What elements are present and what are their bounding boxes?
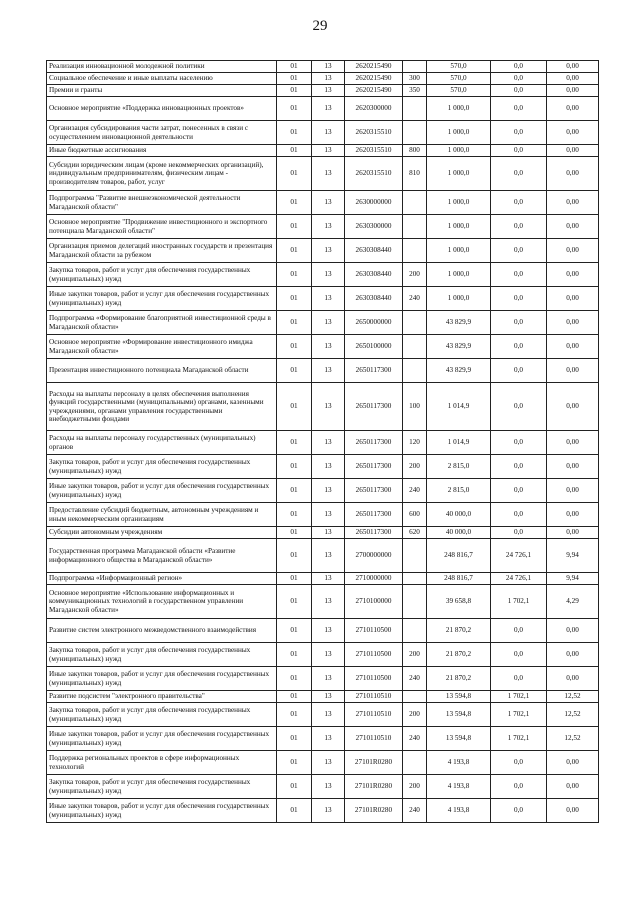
cell-s2: 0,0 xyxy=(491,239,547,263)
cell-s2: 0,0 xyxy=(491,121,547,145)
cell-s3: 9,94 xyxy=(547,539,599,573)
table-row xyxy=(47,527,599,539)
cell-pr: 13 xyxy=(312,311,345,335)
cell-name: Иные закупки товаров, работ и услуг для обеспечения государственных (муниципальных) нужд xyxy=(47,667,277,691)
table-row xyxy=(47,775,599,799)
cell-vr: 200 xyxy=(403,703,427,727)
cell-cs: 2650000000 xyxy=(345,311,403,335)
cell-s3: 0,00 xyxy=(547,61,599,73)
cell-name: Государственная программа Магаданской области «Развитие информационного общества в Магаданской области» xyxy=(47,539,277,573)
cell-vr xyxy=(403,619,427,643)
cell-cs: 2620215490 xyxy=(345,61,403,73)
cell-pr: 13 xyxy=(312,85,345,97)
cell-rz: 01 xyxy=(277,85,312,97)
cell-s3: 0,00 xyxy=(547,431,599,455)
table-row xyxy=(47,287,599,311)
table-row xyxy=(47,573,599,585)
cell-rz: 01 xyxy=(277,157,312,191)
cell-s2: 0,0 xyxy=(491,191,547,215)
cell-vr: 600 xyxy=(403,503,427,527)
cell-rz: 01 xyxy=(277,799,312,823)
table-row xyxy=(47,727,599,751)
table-row xyxy=(47,503,599,527)
cell-rz: 01 xyxy=(277,539,312,573)
cell-cs: 2650117300 xyxy=(345,455,403,479)
cell-s1: 13 594,8 xyxy=(427,727,491,751)
cell-s3: 12,52 xyxy=(547,727,599,751)
table-row xyxy=(47,691,599,703)
cell-vr xyxy=(403,215,427,239)
table-row xyxy=(47,703,599,727)
cell-cs: 2620300000 xyxy=(345,97,403,121)
cell-cs: 2630308440 xyxy=(345,263,403,287)
cell-pr: 13 xyxy=(312,503,345,527)
cell-rz: 01 xyxy=(277,61,312,73)
cell-name: Иные закупки товаров, работ и услуг для обеспечения государственных (муниципальных) нужд xyxy=(47,479,277,503)
cell-s3: 0,00 xyxy=(547,97,599,121)
cell-rz: 01 xyxy=(277,97,312,121)
cell-s3: 0,00 xyxy=(547,121,599,145)
table-row xyxy=(47,145,599,157)
cell-vr: 200 xyxy=(403,263,427,287)
cell-pr: 13 xyxy=(312,479,345,503)
cell-rz: 01 xyxy=(277,503,312,527)
cell-s1: 21 870,2 xyxy=(427,643,491,667)
table-row xyxy=(47,61,599,73)
cell-s3: 0,00 xyxy=(547,383,599,431)
cell-s2: 0,0 xyxy=(491,667,547,691)
cell-vr: 240 xyxy=(403,287,427,311)
cell-cs: 2630300000 xyxy=(345,215,403,239)
cell-pr: 13 xyxy=(312,667,345,691)
cell-pr: 13 xyxy=(312,191,345,215)
table-row xyxy=(47,643,599,667)
cell-s3: 9,94 xyxy=(547,573,599,585)
cell-rz: 01 xyxy=(277,751,312,775)
cell-s2: 0,0 xyxy=(491,311,547,335)
cell-s3: 0,00 xyxy=(547,775,599,799)
cell-s2: 0,0 xyxy=(491,359,547,383)
cell-s3: 0,00 xyxy=(547,479,599,503)
cell-s3: 0,00 xyxy=(547,157,599,191)
cell-s3: 0,00 xyxy=(547,527,599,539)
cell-cs: 2620215490 xyxy=(345,73,403,85)
cell-cs: 2630308440 xyxy=(345,287,403,311)
cell-name: Развитие систем электронного межведомственного взаимодействия xyxy=(47,619,277,643)
cell-name: Социальное обеспечение и иные выплаты населению xyxy=(47,73,277,85)
cell-name: Подпрограмма "Развитие внешнеэкономической деятельности Магаданской области" xyxy=(47,191,277,215)
cell-s3: 0,00 xyxy=(547,191,599,215)
cell-s2: 0,0 xyxy=(491,335,547,359)
cell-s3: 0,00 xyxy=(547,311,599,335)
cell-vr: 100 xyxy=(403,383,427,431)
cell-cs: 2700000000 xyxy=(345,539,403,573)
cell-s3: 0,00 xyxy=(547,335,599,359)
cell-name: Закупка товаров, работ и услуг для обеспечения государственных (муниципальных) нужд xyxy=(47,455,277,479)
cell-vr: 810 xyxy=(403,157,427,191)
cell-s1: 1 000,0 xyxy=(427,191,491,215)
cell-s3: 4,29 xyxy=(547,585,599,619)
cell-cs: 2620315510 xyxy=(345,121,403,145)
cell-cs: 2650117300 xyxy=(345,359,403,383)
cell-name: Премии и гранты xyxy=(47,85,277,97)
cell-s3: 0,00 xyxy=(547,751,599,775)
cell-pr: 13 xyxy=(312,727,345,751)
cell-cs: 2650100000 xyxy=(345,335,403,359)
cell-s3: 0,00 xyxy=(547,667,599,691)
cell-name: Иные закупки товаров, работ и услуг для обеспечения государственных (муниципальных) нужд xyxy=(47,287,277,311)
cell-cs: 2650117300 xyxy=(345,431,403,455)
cell-s2: 0,0 xyxy=(491,97,547,121)
cell-name: Субсидии юридическим лицам (кроме некоммерческих организаций), индивидуальным предпринимателям, физическим лицам - производителям товаров, работ, услуг xyxy=(47,157,277,191)
cell-s1: 1 000,0 xyxy=(427,145,491,157)
cell-s2: 0,0 xyxy=(491,61,547,73)
cell-rz: 01 xyxy=(277,775,312,799)
cell-s2: 0,0 xyxy=(491,479,547,503)
cell-pr: 13 xyxy=(312,215,345,239)
table-row xyxy=(47,215,599,239)
cell-s3: 0,00 xyxy=(547,619,599,643)
cell-rz: 01 xyxy=(277,121,312,145)
cell-rz: 01 xyxy=(277,585,312,619)
cell-s2: 24 726,1 xyxy=(491,573,547,585)
cell-s1: 1 000,0 xyxy=(427,287,491,311)
cell-pr: 13 xyxy=(312,61,345,73)
cell-s1: 13 594,8 xyxy=(427,703,491,727)
cell-s1: 570,0 xyxy=(427,61,491,73)
table-row xyxy=(47,359,599,383)
cell-s3: 0,00 xyxy=(547,263,599,287)
cell-pr: 13 xyxy=(312,287,345,311)
cell-s1: 21 870,2 xyxy=(427,619,491,643)
cell-pr: 13 xyxy=(312,121,345,145)
page-number: 29 xyxy=(312,18,328,34)
cell-name: Закупка товаров, работ и услуг для обеспечения государственных (муниципальных) нужд xyxy=(47,643,277,667)
cell-s2: 0,0 xyxy=(491,751,547,775)
cell-s1: 43 829,9 xyxy=(427,311,491,335)
cell-pr: 13 xyxy=(312,73,345,85)
cell-s1: 2 815,0 xyxy=(427,479,491,503)
cell-cs: 2650117300 xyxy=(345,479,403,503)
cell-s2: 0,0 xyxy=(491,383,547,431)
table-row xyxy=(47,335,599,359)
cell-pr: 13 xyxy=(312,157,345,191)
cell-s2: 0,0 xyxy=(491,503,547,527)
cell-s1: 4 193,8 xyxy=(427,751,491,775)
table-row xyxy=(47,383,599,431)
table-row xyxy=(47,667,599,691)
cell-s1: 1 000,0 xyxy=(427,263,491,287)
table-row xyxy=(47,97,599,121)
cell-s2: 0,0 xyxy=(491,775,547,799)
cell-pr: 13 xyxy=(312,799,345,823)
cell-vr: 200 xyxy=(403,455,427,479)
cell-cs: 2630308440 xyxy=(345,239,403,263)
cell-name: Расходы на выплаты персоналу государственных (муниципальных) органов xyxy=(47,431,277,455)
cell-name: Субсидии автономным учреждениям xyxy=(47,527,277,539)
cell-rz: 01 xyxy=(277,215,312,239)
cell-s1: 2 815,0 xyxy=(427,455,491,479)
cell-name: Иные бюджетные ассигнования xyxy=(47,145,277,157)
cell-s2: 0,0 xyxy=(491,215,547,239)
cell-name: Предоставление субсидий бюджетным, автономным учреждениям и иным некоммерческим организациям xyxy=(47,503,277,527)
cell-vr xyxy=(403,585,427,619)
cell-cs: 2620215490 xyxy=(345,85,403,97)
cell-pr: 13 xyxy=(312,691,345,703)
cell-rz: 01 xyxy=(277,335,312,359)
cell-vr xyxy=(403,335,427,359)
cell-s2: 0,0 xyxy=(491,145,547,157)
cell-vr: 240 xyxy=(403,479,427,503)
cell-rz: 01 xyxy=(277,479,312,503)
table-row xyxy=(47,263,599,287)
cell-s1: 1 014,9 xyxy=(427,383,491,431)
cell-vr: 620 xyxy=(403,527,427,539)
cell-pr: 13 xyxy=(312,335,345,359)
cell-vr: 240 xyxy=(403,727,427,751)
cell-s2: 0,0 xyxy=(491,73,547,85)
cell-rz: 01 xyxy=(277,691,312,703)
cell-vr xyxy=(403,191,427,215)
cell-cs: 2710110510 xyxy=(345,691,403,703)
table-row xyxy=(47,479,599,503)
cell-s3: 0,00 xyxy=(547,239,599,263)
cell-cs: 27101R0280 xyxy=(345,775,403,799)
cell-rz: 01 xyxy=(277,287,312,311)
cell-s3: 0,00 xyxy=(547,455,599,479)
cell-cs: 2620315510 xyxy=(345,145,403,157)
cell-s1: 1 000,0 xyxy=(427,121,491,145)
cell-name: Основное мероприятие «Поддержка инновационных проектов» xyxy=(47,97,277,121)
cell-s2: 1 702,1 xyxy=(491,691,547,703)
cell-rz: 01 xyxy=(277,73,312,85)
cell-s2: 0,0 xyxy=(491,619,547,643)
cell-s1: 4 193,8 xyxy=(427,775,491,799)
table-row xyxy=(47,431,599,455)
cell-name: Основное мероприятие «Использование информационных и коммуникационных технологий в государственном управлении Магаданской области» xyxy=(47,585,277,619)
table-row xyxy=(47,85,599,97)
cell-s1: 13 594,8 xyxy=(427,691,491,703)
cell-rz: 01 xyxy=(277,311,312,335)
cell-vr xyxy=(403,751,427,775)
cell-s1: 1 000,0 xyxy=(427,239,491,263)
cell-rz: 01 xyxy=(277,431,312,455)
table-row xyxy=(47,239,599,263)
cell-s2: 0,0 xyxy=(491,643,547,667)
cell-vr xyxy=(403,359,427,383)
cell-s3: 0,00 xyxy=(547,145,599,157)
cell-pr: 13 xyxy=(312,97,345,121)
cell-cs: 27101R0280 xyxy=(345,799,403,823)
cell-s2: 24 726,1 xyxy=(491,539,547,573)
table-row xyxy=(47,585,599,619)
cell-cs: 2710000000 xyxy=(345,573,403,585)
cell-vr xyxy=(403,121,427,145)
cell-vr xyxy=(403,311,427,335)
cell-s1: 43 829,9 xyxy=(427,359,491,383)
cell-s3: 0,00 xyxy=(547,359,599,383)
cell-pr: 13 xyxy=(312,643,345,667)
cell-s1: 43 829,9 xyxy=(427,335,491,359)
cell-vr: 300 xyxy=(403,73,427,85)
cell-rz: 01 xyxy=(277,455,312,479)
table-row xyxy=(47,799,599,823)
cell-s1: 21 870,2 xyxy=(427,667,491,691)
cell-name: Закупка товаров, работ и услуг для обеспечения государственных (муниципальных) нужд xyxy=(47,703,277,727)
cell-name: Закупка товаров, работ и услуг для обеспечения государственных (муниципальных) нужд xyxy=(47,263,277,287)
cell-s3: 12,52 xyxy=(547,703,599,727)
cell-cs: 2710110500 xyxy=(345,619,403,643)
cell-rz: 01 xyxy=(277,239,312,263)
cell-pr: 13 xyxy=(312,455,345,479)
cell-s2: 0,0 xyxy=(491,799,547,823)
cell-cs: 2710110510 xyxy=(345,727,403,751)
table-row xyxy=(47,157,599,191)
cell-vr: 240 xyxy=(403,799,427,823)
cell-vr xyxy=(403,97,427,121)
cell-name: Организация субсидирования части затрат, понесенных в связи с осуществлением инновационной деятельности xyxy=(47,121,277,145)
cell-rz: 01 xyxy=(277,727,312,751)
cell-vr: 120 xyxy=(403,431,427,455)
cell-pr: 13 xyxy=(312,263,345,287)
cell-s1: 40 000,0 xyxy=(427,503,491,527)
cell-vr: 240 xyxy=(403,667,427,691)
table-row xyxy=(47,619,599,643)
cell-s3: 0,00 xyxy=(547,643,599,667)
cell-pr: 13 xyxy=(312,539,345,573)
table-row xyxy=(47,73,599,85)
cell-rz: 01 xyxy=(277,573,312,585)
cell-cs: 2650117300 xyxy=(345,527,403,539)
cell-rz: 01 xyxy=(277,643,312,667)
cell-name: Иные закупки товаров, работ и услуг для обеспечения государственных (муниципальных) нужд xyxy=(47,727,277,751)
cell-cs: 27101R0280 xyxy=(345,751,403,775)
cell-name: Подпрограмма «Информационный регион» xyxy=(47,573,277,585)
cell-s2: 0,0 xyxy=(491,455,547,479)
table-row xyxy=(47,751,599,775)
cell-pr: 13 xyxy=(312,751,345,775)
cell-vr: 800 xyxy=(403,145,427,157)
cell-vr: 200 xyxy=(403,775,427,799)
table-row xyxy=(47,539,599,573)
cell-pr: 13 xyxy=(312,585,345,619)
cell-s1: 40 000,0 xyxy=(427,527,491,539)
cell-name: Закупка товаров, работ и услуг для обеспечения государственных (муниципальных) нужд xyxy=(47,775,277,799)
cell-s1: 248 816,7 xyxy=(427,539,491,573)
cell-s3: 0,00 xyxy=(547,73,599,85)
cell-name: Расходы на выплаты персоналу в целях обеспечения выполнения функций государственными (муниципальными) органами, казенными учреждениями, органами управления государственными внебюджетными фондами xyxy=(47,383,277,431)
cell-s2: 0,0 xyxy=(491,157,547,191)
cell-vr xyxy=(403,573,427,585)
cell-cs: 2650117300 xyxy=(345,503,403,527)
cell-pr: 13 xyxy=(312,359,345,383)
cell-s2: 0,0 xyxy=(491,85,547,97)
cell-rz: 01 xyxy=(277,145,312,157)
cell-vr xyxy=(403,691,427,703)
cell-pr: 13 xyxy=(312,703,345,727)
cell-s1: 39 658,8 xyxy=(427,585,491,619)
cell-cs: 2710110500 xyxy=(345,643,403,667)
cell-cs: 2620315510 xyxy=(345,157,403,191)
cell-rz: 01 xyxy=(277,527,312,539)
cell-pr: 13 xyxy=(312,527,345,539)
cell-name: Организация приемов делегаций иностранных государств и презентация Магаданской области за рубежом xyxy=(47,239,277,263)
cell-s3: 0,00 xyxy=(547,215,599,239)
cell-name: Основное мероприятие «Формирование инвестиционного имиджа Магаданской области» xyxy=(47,335,277,359)
table-row xyxy=(47,121,599,145)
cell-name: Подпрограмма «Формирование благоприятной инвестиционной среды в Магаданской области» xyxy=(47,311,277,335)
cell-cs: 2710100000 xyxy=(345,585,403,619)
cell-rz: 01 xyxy=(277,703,312,727)
cell-pr: 13 xyxy=(312,239,345,263)
cell-s2: 0,0 xyxy=(491,287,547,311)
cell-pr: 13 xyxy=(312,775,345,799)
cell-rz: 01 xyxy=(277,191,312,215)
cell-s2: 1 702,1 xyxy=(491,585,547,619)
cell-cs: 2710110500 xyxy=(345,667,403,691)
cell-s2: 0,0 xyxy=(491,263,547,287)
cell-s2: 1 702,1 xyxy=(491,703,547,727)
cell-pr: 13 xyxy=(312,145,345,157)
cell-cs: 2650117300 xyxy=(345,383,403,431)
cell-name: Развитие подсистем "электронного правительства" xyxy=(47,691,277,703)
cell-name: Иные закупки товаров, работ и услуг для обеспечения государственных (муниципальных) нужд xyxy=(47,799,277,823)
cell-s2: 1 702,1 xyxy=(491,727,547,751)
cell-s1: 570,0 xyxy=(427,85,491,97)
cell-s3: 12,52 xyxy=(547,691,599,703)
cell-name: Презентация инвестиционного потенциала Магаданской области xyxy=(47,359,277,383)
table-row xyxy=(47,455,599,479)
cell-s2: 0,0 xyxy=(491,431,547,455)
cell-s1: 1 000,0 xyxy=(427,215,491,239)
cell-s3: 0,00 xyxy=(547,85,599,97)
cell-name: Поддержка региональных проектов в сфере информационных технологий xyxy=(47,751,277,775)
table-row xyxy=(47,191,599,215)
cell-rz: 01 xyxy=(277,383,312,431)
cell-vr xyxy=(403,61,427,73)
cell-vr xyxy=(403,239,427,263)
cell-pr: 13 xyxy=(312,619,345,643)
cell-vr: 200 xyxy=(403,643,427,667)
cell-pr: 13 xyxy=(312,383,345,431)
cell-s3: 0,00 xyxy=(547,503,599,527)
cell-s1: 4 193,8 xyxy=(427,799,491,823)
cell-name: Основное мероприятие "Продвижение инвестиционного и экспортного потенциала Магаданской области" xyxy=(47,215,277,239)
cell-vr xyxy=(403,539,427,573)
cell-rz: 01 xyxy=(277,667,312,691)
cell-rz: 01 xyxy=(277,619,312,643)
cell-pr: 13 xyxy=(312,573,345,585)
cell-name: Реализация инновационной молодежной политики xyxy=(47,61,277,73)
cell-rz: 01 xyxy=(277,359,312,383)
cell-s1: 1 000,0 xyxy=(427,157,491,191)
cell-s2: 0,0 xyxy=(491,527,547,539)
cell-s1: 1 014,9 xyxy=(427,431,491,455)
cell-cs: 2710110510 xyxy=(345,703,403,727)
cell-s1: 1 000,0 xyxy=(427,97,491,121)
table-row xyxy=(47,311,599,335)
cell-vr: 350 xyxy=(403,85,427,97)
cell-cs: 2630000000 xyxy=(345,191,403,215)
cell-s1: 248 816,7 xyxy=(427,573,491,585)
cell-s3: 0,00 xyxy=(547,799,599,823)
budget-table xyxy=(46,60,599,823)
cell-s1: 570,0 xyxy=(427,73,491,85)
cell-s3: 0,00 xyxy=(547,287,599,311)
cell-rz: 01 xyxy=(277,263,312,287)
cell-pr: 13 xyxy=(312,431,345,455)
